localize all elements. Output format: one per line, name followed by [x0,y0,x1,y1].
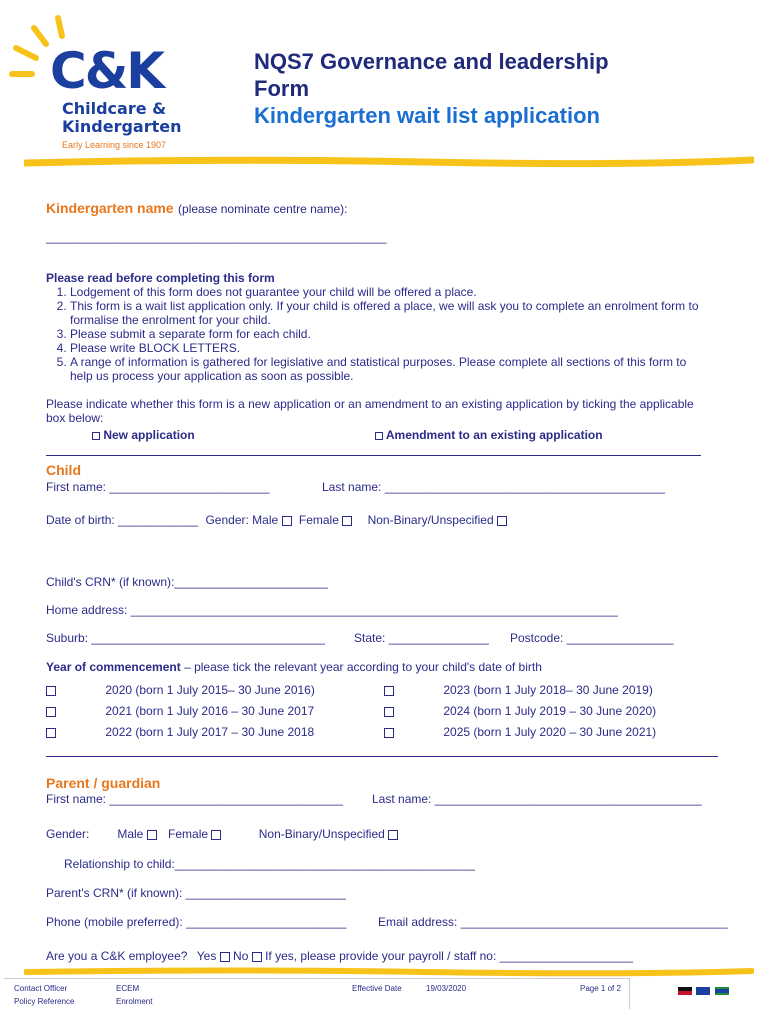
list-item: 1. Lodgement of this form does not guarantee your child will be offered a place. [70,285,706,299]
torres-strait-flag-icon [715,987,729,995]
amendment-checkbox[interactable] [375,432,383,440]
logo-line1: Childcare & [62,99,167,118]
year-option[interactable]: 2024 (born 1 July 2019 – 30 June 2020) [384,704,656,718]
page-title: NQS7 Governance and leadership Form [254,49,609,101]
policy-reference-value: Enrolment [116,997,153,1006]
employee-no-checkbox[interactable] [252,952,262,962]
commencement-label: Year of commencement – please tick the relevant year according to your child's date of birth [46,660,542,674]
flags [678,982,729,1000]
australian-flag-icon [696,987,710,995]
child-last-name-field[interactable]: Last name: __________________________________________ [322,480,666,494]
list-item: 3. Please submit a separate form for each child. [70,327,706,341]
contact-officer-label: Contact Officer [14,984,68,993]
instructions [46,271,706,383]
list-item: 2. This form is a wait list application only. If your child is offered a place, we will ask you to complete an enrolment form to formalise the enrolment for your child. [70,299,706,327]
child-dob-row: Date of birth: ____________ Gender: Male Female Non-Binary/Unspecified [46,513,507,527]
new-application-checkbox[interactable] [92,432,100,440]
relationship-field[interactable]: Relationship to child:_____________________________________________ [64,857,476,871]
list-item: 5. A range of information is gathered for legislative and statistical purposes. Please complete all sections of this form to help us process your application as soon as possible. [70,355,706,383]
logo-line2: Kindergarten [62,117,182,136]
year-option[interactable]: 2022 (born 1 July 2017 – 30 June 2018 [46,725,314,739]
child-female-checkbox[interactable] [342,516,352,526]
year-option[interactable]: 2023 (born 1 July 2018– 30 June 2019) [384,683,653,697]
parent-heading: Parent / guardian [46,775,161,791]
parent-last-name-field[interactable]: Last name: ________________________________________ [372,792,702,806]
divider [46,455,701,456]
year-checkbox[interactable] [384,686,394,696]
parent-gender-row: Gender: Male Female Non-Binary/Unspecified [46,827,398,841]
effective-date-label: Effective Date [352,984,402,993]
year-option[interactable]: 2020 (born 1 July 2015– 30 June 2016) [46,683,315,697]
parent-first-name-field[interactable]: First name: ___________________________________ [46,792,343,806]
divider [46,756,718,757]
child-male-checkbox[interactable] [282,516,292,526]
child-first-name-field[interactable]: First name: ________________________ [46,480,270,494]
kindergarten-name-field[interactable]: ___________________________________________________ [46,230,387,244]
yellow-brush-divider [24,966,754,978]
parent-male-checkbox[interactable] [147,830,157,840]
year-checkbox[interactable] [46,707,56,717]
application-type-prompt: Please indicate whether this form is a new application or an amendment to an existing application by ticking the applicable box below: [46,397,694,425]
parent-female-checkbox[interactable] [211,830,221,840]
email-field[interactable]: Email address: ________________________________________ [378,915,728,929]
logo-tagline: Early Learning since 1907 [62,140,167,150]
suburb-field[interactable]: Suburb: ___________________________________ [46,631,325,645]
year-option[interactable]: 2021 (born 1 July 2016 – 30 June 2017 [46,704,314,718]
year-checkbox[interactable] [384,728,394,738]
year-checkbox[interactable] [384,707,394,717]
aboriginal-flag-icon [678,987,692,995]
home-address-field[interactable]: Home address: _________________________________________________________________________ [46,603,618,617]
parent-nonbinary-checkbox[interactable] [388,830,398,840]
state-field[interactable]: State: _______________ [354,631,489,645]
list-item: 4. Please write BLOCK LETTERS. [70,341,706,355]
contact-officer-value: ECEM [116,984,140,993]
kindergarten-name-label: Kindergarten name (please nominate centre name): [46,200,348,216]
employee-row: Are you a C&K employee? Yes No If yes, please provide your payroll / staff no: ____________________ [46,949,634,963]
year-checkbox[interactable] [46,686,56,696]
new-application-option[interactable]: New application [92,428,195,442]
logo-brand: C&K [50,42,164,100]
footer [4,978,630,1009]
amendment-option[interactable]: Amendment to an existing application [375,428,603,442]
parent-crn-field[interactable]: Parent's CRN* (if known): ________________________ [46,886,346,900]
phone-field[interactable]: Phone (mobile preferred): ________________________ [46,915,347,929]
child-crn-field[interactable]: Child's CRN* (if known):_______________________ [46,575,328,589]
child-heading: Child [46,462,81,478]
child-nonbinary-checkbox[interactable] [497,516,507,526]
logo [8,14,198,154]
policy-reference-label: Policy Reference [14,997,75,1006]
page-subtitle: Kindergarten wait list application [254,103,600,128]
postcode-field[interactable]: Postcode: ________________ [510,631,674,645]
child-dob-field[interactable]: Date of birth: ____________ [46,513,199,527]
employee-yes-checkbox[interactable] [220,952,230,962]
instructions-list [46,285,706,383]
payroll-field[interactable]: If yes, please provide your payroll / staff no: ____________________ [265,949,634,963]
yellow-brush-divider [24,154,754,170]
year-checkbox[interactable] [46,728,56,738]
effective-date-value: 19/03/2020 [426,984,467,993]
year-option[interactable]: 2025 (born 1 July 2020 – 30 June 2021) [384,725,656,739]
page-number: Page 1 of 2 [580,984,621,993]
instructions-heading: Please read before completing this form [46,271,275,285]
